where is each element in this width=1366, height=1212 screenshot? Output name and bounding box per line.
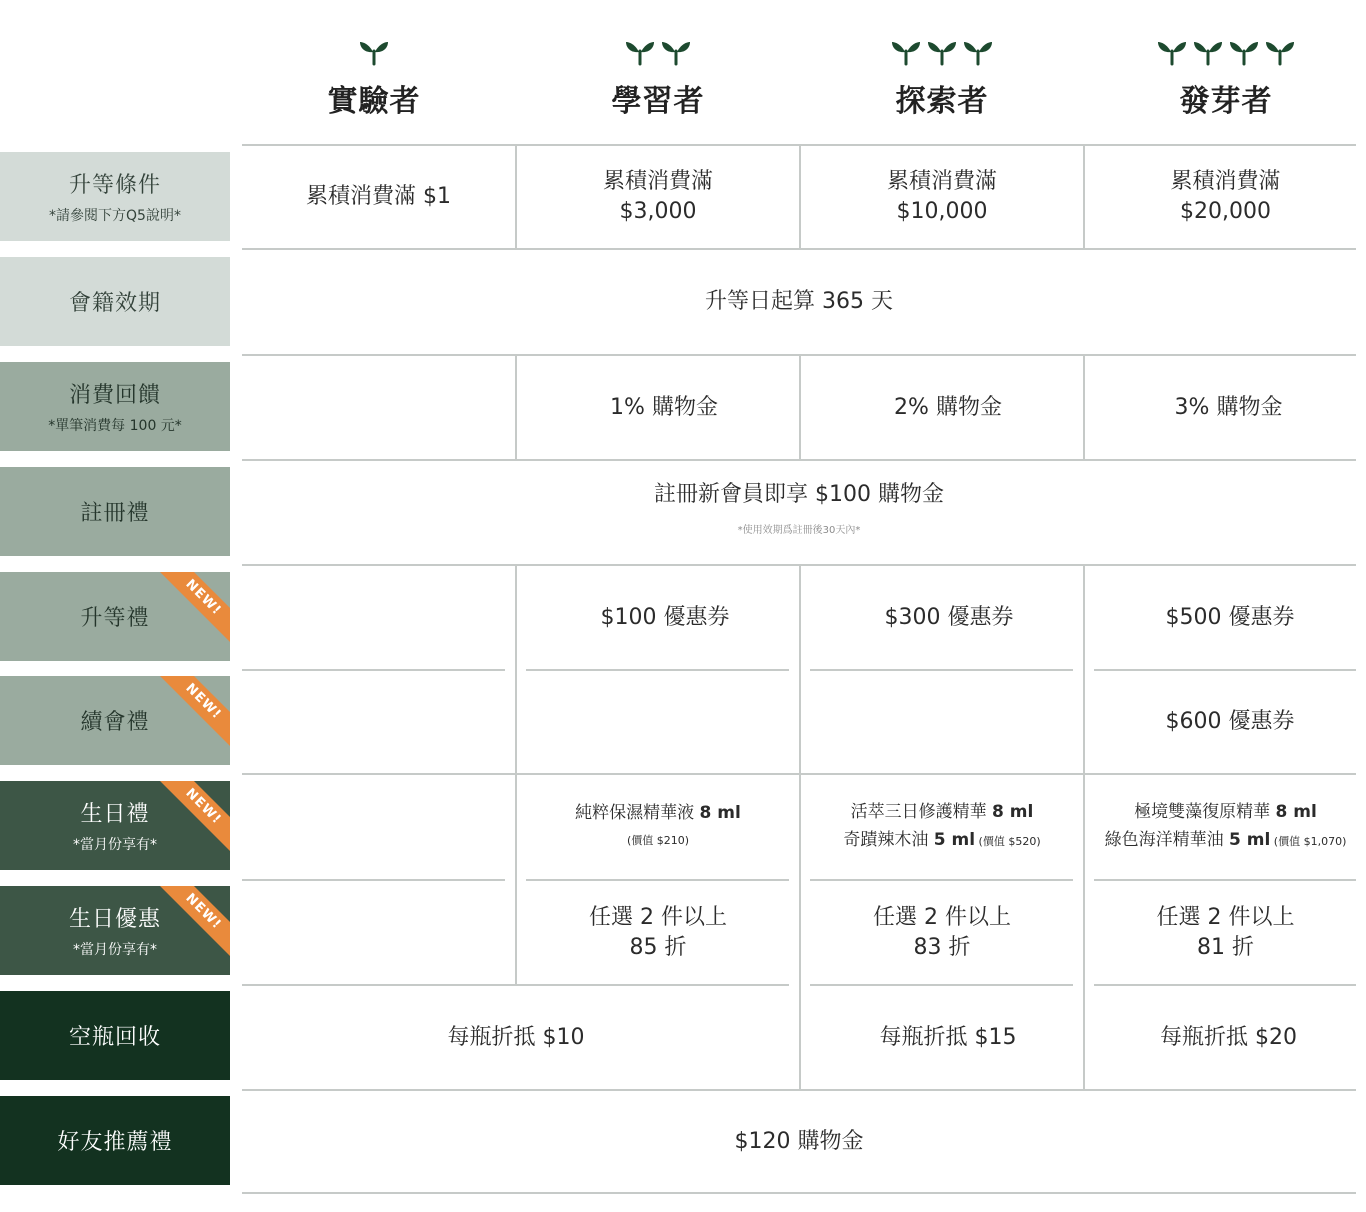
cell-upgrade-gift-tier3 (801, 566, 1097, 669)
cell-birthday-discount-tier4 (1085, 881, 1366, 984)
cell-birthday-discount-tier3 (801, 881, 1083, 984)
cell-upgrade-tier4 (1085, 146, 1366, 248)
cell-birthday-gift-tier4 (1085, 775, 1366, 879)
new-badge: NEW! (156, 676, 230, 749)
sprout-icon (962, 38, 994, 68)
cell-upgrade-gift-tier4 (1085, 566, 1366, 669)
row-label-title: 升等條件 (68, 173, 161, 198)
row-label-subtitle: *當月份享有* (73, 942, 157, 958)
gift-name: 綠色海洋精華油 (1104, 830, 1230, 850)
row-label-birthday-gift (0, 781, 230, 870)
gift-line (1134, 798, 1317, 826)
cell-text: 3% 購物金 (1174, 394, 1283, 420)
row-label-title: 升等禮 (80, 606, 150, 631)
cell-renewal-gift-tier4 (1085, 671, 1366, 773)
cell-note: *使用效期爲註冊後30天內* (737, 524, 861, 536)
sprout-icon (1264, 38, 1296, 68)
sprout-icon (1192, 38, 1224, 68)
row-label-bottle-recycle (0, 991, 230, 1080)
cell-cashback-tier4 (1085, 356, 1366, 459)
cell-text: $100 優惠券 (600, 604, 730, 630)
row-label-title: 續會禮 (80, 710, 150, 735)
cell-signup-all (242, 461, 1356, 564)
row-label-signup-gift (0, 467, 230, 556)
sprout-icon (890, 38, 922, 68)
row-label-title: 好友推薦禮 (57, 1130, 173, 1155)
cell-text: 83 折 (913, 934, 971, 960)
row-label-upgrade-gift (0, 572, 230, 661)
cell-text: $120 購物金 (734, 1128, 864, 1154)
sprout-icon (660, 38, 692, 68)
row-label-referral (0, 1096, 230, 1185)
cell-upgrade-tier3 (801, 146, 1083, 248)
cell-cashback-tier3 (801, 356, 1095, 459)
gift-size: 5 ml (933, 830, 976, 850)
tier-name: 學習者 (611, 84, 705, 119)
cell-text: 任選 2 件以上 (589, 904, 727, 930)
cell-recycle-tier3 (801, 986, 1095, 1089)
sprout-icon (1156, 38, 1188, 68)
gift-price: (價值 $210) (626, 834, 690, 847)
sprout-icons (1084, 38, 1366, 68)
gift-name: 活萃三日修護精華 (850, 802, 993, 822)
cell-text: 2% 購物金 (894, 394, 1002, 420)
cell-text: $3,000 (619, 199, 697, 224)
cell-text: 85 折 (629, 934, 687, 960)
divider (242, 1192, 1356, 1194)
cell-text: $20,000 (1180, 199, 1271, 224)
sprout-icon (926, 38, 958, 68)
gift-line (843, 826, 1040, 856)
divider (242, 669, 505, 671)
gift-name: 奇蹟辣木油 (843, 830, 934, 850)
cell-upgrade-tier1 (242, 146, 515, 248)
divider (526, 669, 789, 671)
cell-text: $600 優惠券 (1165, 709, 1295, 734)
gift-price: (價值 $1,070) (1270, 835, 1347, 848)
row-label-subtitle: *請參閱下方Q5說明* (49, 208, 181, 224)
row-label-upgrade-condition (0, 152, 230, 241)
row-label-validity (0, 257, 230, 346)
tier-header-2 (516, 38, 800, 120)
cell-text: $10,000 (896, 199, 988, 224)
cell-text: 累積消費滿 $1 (306, 184, 451, 209)
sprout-icons (800, 38, 1084, 68)
gift-size: 8 ml (992, 802, 1034, 822)
gift-size: 8 ml (1275, 802, 1317, 822)
tier-header-3 (800, 38, 1084, 120)
row-label-renewal-gift (0, 676, 230, 765)
cell-upgrade-tier2 (517, 146, 799, 248)
cell-text: 累積消費滿 (602, 169, 713, 194)
cell-upgrade-gift-tier2 (517, 566, 813, 669)
cell-text: 任選 2 件以上 (1156, 904, 1295, 930)
cell-text: $300 優惠券 (884, 604, 1014, 630)
tier-name: 發芽者 (1179, 84, 1273, 119)
cell-text: 任選 2 件以上 (873, 904, 1011, 930)
cell-text: 81 折 (1197, 934, 1254, 960)
cell-birthday-discount-tier2 (517, 881, 799, 984)
tier-name: 實驗者 (327, 84, 421, 119)
cell-cashback-tier2 (517, 356, 811, 459)
new-badge: NEW! (156, 572, 230, 645)
new-badge: NEW! (156, 886, 230, 959)
tier-name: 探索者 (895, 84, 989, 119)
sprout-icons (516, 38, 800, 68)
row-label-cashback (0, 362, 230, 451)
gift-line (575, 799, 741, 827)
row-label-title: 會籍效期 (68, 291, 161, 316)
divider (810, 669, 1073, 671)
divider (242, 879, 505, 881)
gift-size: 5 ml (1229, 830, 1271, 850)
row-label-title: 空瓶回收 (68, 1025, 161, 1050)
cell-text: 每瓶折抵 $10 (447, 1024, 585, 1050)
gift-size: 8 ml (699, 803, 741, 823)
tier-header-4 (1084, 38, 1366, 120)
cell-text: 每瓶折抵 $20 (1160, 1024, 1297, 1050)
gift-line (851, 798, 1034, 826)
cell-text: 累積消費滿 (886, 169, 997, 194)
row-label-subtitle: *當月份享有* (73, 837, 157, 853)
cell-text: 註冊新會員即享 $100 購物金 (654, 481, 944, 507)
tier-header-1 (232, 38, 516, 120)
sprout-icon (624, 38, 656, 68)
gift-line (1105, 826, 1347, 856)
cell-text: 每瓶折抵 $15 (879, 1024, 1017, 1050)
cell-text: 升等日起算 365 天 (705, 289, 893, 314)
gift-name: 極境雙藻復原精華 (1134, 802, 1276, 822)
cell-recycle-tier1-2 (242, 986, 790, 1089)
sprout-icon (1228, 38, 1260, 68)
cell-text: 1% 購物金 (610, 394, 718, 420)
cell-validity-all (242, 250, 1356, 354)
sprout-icon (358, 38, 390, 68)
gift-price: (價值 $520) (975, 835, 1041, 848)
sprout-icons (232, 38, 516, 68)
cell-text: $500 優惠券 (1165, 604, 1295, 630)
row-label-birthday-discount (0, 886, 230, 975)
gift-name: 純粹保濕精華液 (575, 803, 700, 823)
new-badge: NEW! (156, 781, 230, 854)
row-label-title: 生日禮 (80, 802, 150, 827)
cell-birthday-gift-tier2 (517, 775, 799, 879)
cell-birthday-gift-tier3 (801, 775, 1083, 879)
cell-referral-all (242, 1091, 1356, 1192)
row-label-title: 消費回饋 (68, 383, 161, 408)
row-label-subtitle: *單筆消費每 100 元* (48, 418, 182, 434)
row-label-title: 註冊禮 (80, 501, 150, 526)
cell-recycle-tier4 (1085, 986, 1366, 1089)
cell-text: 累積消費滿 (1170, 169, 1281, 194)
row-label-title: 生日優惠 (68, 907, 161, 932)
